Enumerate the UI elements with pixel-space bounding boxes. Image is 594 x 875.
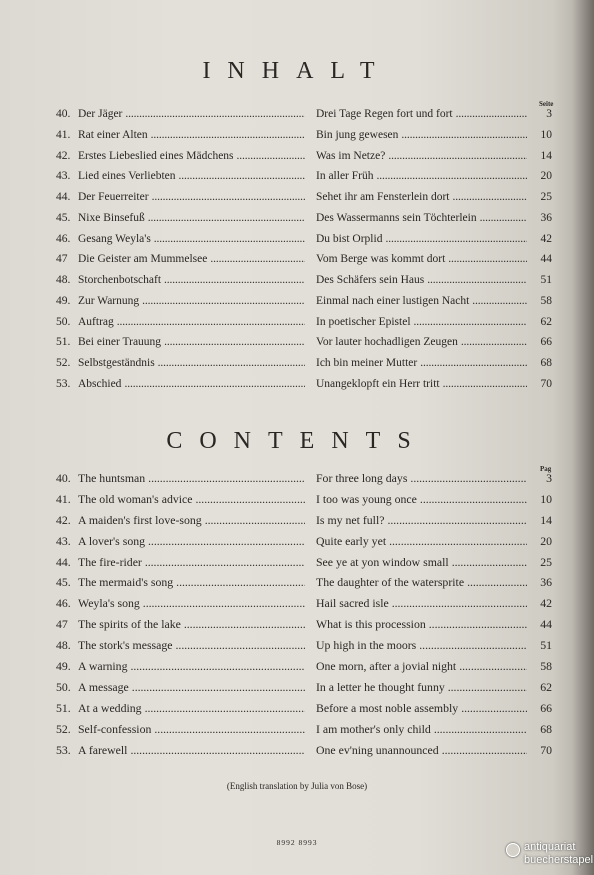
toc-entry xyxy=(56,108,552,129)
entry-first-line: Hail sacred isle xyxy=(316,596,389,611)
entry-title: Nixe Binsefuß xyxy=(78,211,145,224)
toc-entry xyxy=(56,471,552,492)
entry-number: 42. xyxy=(56,512,71,527)
entry-page: 10 xyxy=(540,128,552,141)
toc-entry xyxy=(56,191,552,212)
entry-number: 46. xyxy=(56,232,71,245)
toc-entry xyxy=(56,617,552,638)
entry-page: 51 xyxy=(540,638,552,653)
toc-entry xyxy=(56,295,552,316)
dot-leader xyxy=(130,743,305,758)
dot-leader xyxy=(145,701,305,716)
entry-number: 46. xyxy=(56,596,71,611)
toc-entry xyxy=(56,378,552,399)
toc-entry xyxy=(56,129,552,150)
dot-leader xyxy=(410,471,527,486)
entry-page: 42 xyxy=(540,232,552,245)
dot-leader xyxy=(461,701,527,716)
entry-first-line: One ev'ning unannounced xyxy=(316,742,439,757)
dot-leader xyxy=(210,253,305,265)
plate-numbers: 8992 8993 xyxy=(276,838,318,847)
toc-entry xyxy=(56,722,552,743)
dot-leader xyxy=(429,617,527,632)
toc-entry xyxy=(56,596,552,617)
toc-entry xyxy=(56,513,552,534)
entry-page: 58 xyxy=(540,659,552,674)
entry-title: At a wedding xyxy=(78,700,142,715)
entry-title: Gesang Weyla's xyxy=(78,232,151,245)
dot-leader xyxy=(456,108,527,120)
dot-leader xyxy=(419,638,527,653)
dot-leader xyxy=(158,357,305,369)
entry-number: 52. xyxy=(56,721,71,736)
entry-first-line: Vom Berge was kommt dort xyxy=(316,253,446,266)
entry-first-line: Drei Tage Regen fort und fort xyxy=(316,108,453,120)
entry-title: A farewell xyxy=(78,742,128,757)
dot-leader xyxy=(125,108,305,120)
inhalt-page-label: Seite xyxy=(539,100,554,108)
entry-title: The old woman's advice xyxy=(78,491,193,506)
entry-page: 36 xyxy=(540,211,552,224)
dot-leader xyxy=(148,212,305,224)
dot-leader xyxy=(401,129,527,141)
entry-page: 3 xyxy=(546,471,552,485)
entry-page: 70 xyxy=(540,377,552,390)
dot-leader xyxy=(392,596,527,611)
dot-leader xyxy=(427,274,527,286)
toc-entry xyxy=(56,150,552,171)
entry-page: 20 xyxy=(540,533,552,548)
dot-leader xyxy=(452,555,527,570)
entry-title: Lied eines Verliebten xyxy=(78,170,176,183)
dot-leader xyxy=(176,575,305,590)
watermark xyxy=(506,841,594,871)
toc-entry xyxy=(56,492,552,513)
entry-first-line: Des Schäfers sein Haus xyxy=(316,274,425,286)
entry-number: 48. xyxy=(56,638,71,653)
dot-leader xyxy=(448,253,527,265)
entry-title: Self-confession xyxy=(78,721,152,736)
dot-leader xyxy=(420,492,527,507)
dot-leader xyxy=(164,336,305,348)
entry-number: 47 xyxy=(56,617,68,632)
entry-page: 42 xyxy=(540,596,552,611)
entry-number: 48. xyxy=(56,274,71,286)
entry-title: Erstes Liebeslied eines Mädchens xyxy=(78,149,234,162)
dot-leader xyxy=(154,233,305,245)
entry-first-line: Vor lauter hochadligen Zeugen xyxy=(316,336,458,349)
dot-leader xyxy=(124,378,305,390)
toc-entry xyxy=(56,274,552,295)
dot-leader xyxy=(480,212,527,224)
toc-entry xyxy=(56,316,552,337)
dot-leader xyxy=(237,150,305,162)
dot-leader xyxy=(472,295,527,307)
entry-page: 62 xyxy=(540,679,552,694)
entry-title: Die Geister am Mummelsee xyxy=(78,253,208,266)
dot-leader xyxy=(414,316,527,328)
entry-number: 40. xyxy=(56,471,71,485)
entry-number: 44. xyxy=(56,191,71,203)
entry-first-line: Unangeklopft ein Herr tritt xyxy=(316,377,440,390)
entry-first-line: Up high in the moors xyxy=(316,638,417,653)
entry-number: 53. xyxy=(56,742,71,757)
dot-leader xyxy=(117,316,305,328)
entry-number: 53. xyxy=(56,377,71,390)
toc-entry xyxy=(56,170,552,191)
entry-page: 68 xyxy=(540,357,552,369)
entry-page: 20 xyxy=(540,170,552,183)
toc-entry xyxy=(56,575,552,596)
entry-page: 44 xyxy=(540,617,552,632)
toc-entry xyxy=(56,253,552,274)
entry-number: 42. xyxy=(56,149,71,162)
entry-page: 68 xyxy=(540,721,552,736)
entry-number: 50. xyxy=(56,679,71,694)
entry-page: 10 xyxy=(540,491,552,506)
entry-first-line: Before a most noble assembly xyxy=(316,700,459,715)
dot-leader xyxy=(443,378,527,390)
entry-number: 40. xyxy=(56,108,71,120)
dot-leader xyxy=(420,357,527,369)
dot-leader xyxy=(176,638,305,653)
entry-number: 43. xyxy=(56,170,71,183)
entry-title: The spirits of the lake xyxy=(78,617,181,632)
entry-title: The stork's message xyxy=(78,638,173,653)
entry-title: A lover's song xyxy=(78,533,146,548)
entry-number: 50. xyxy=(56,315,71,328)
dot-leader xyxy=(142,295,305,307)
dot-leader xyxy=(148,471,305,486)
entry-title: Bei einer Trauung xyxy=(78,336,162,349)
dot-leader xyxy=(179,170,305,182)
entry-number: 47 xyxy=(56,253,68,266)
toc-entry xyxy=(56,743,552,764)
entry-title: A maiden's first love-song xyxy=(78,512,202,527)
dot-leader xyxy=(143,596,305,611)
entry-title: Auftrag xyxy=(78,315,114,328)
dot-leader xyxy=(376,170,527,182)
entry-page: 14 xyxy=(540,512,552,527)
entry-number: 49. xyxy=(56,659,71,674)
toc-entry xyxy=(56,659,552,680)
entry-page: 14 xyxy=(540,149,552,162)
entry-number: 45. xyxy=(56,211,71,224)
dot-leader xyxy=(459,659,527,674)
dot-leader xyxy=(442,743,527,758)
entry-first-line: Was im Netze? xyxy=(316,149,386,162)
entry-number: 51. xyxy=(56,336,71,349)
entry-title: The fire-rider xyxy=(78,554,142,569)
entry-first-line: Sehet ihr am Fensterlein dort xyxy=(316,191,450,203)
entry-page: 66 xyxy=(540,336,552,349)
dot-leader xyxy=(184,617,305,632)
watermark-line-2: buecherstapel xyxy=(524,854,594,866)
entry-number: 43. xyxy=(56,533,71,548)
entry-page: 25 xyxy=(540,191,552,203)
toc-entry xyxy=(56,701,552,722)
inhalt-list xyxy=(56,108,552,399)
dot-leader xyxy=(385,233,527,245)
dot-leader xyxy=(389,534,527,549)
entry-first-line: In aller Früh xyxy=(316,170,374,183)
entry-title: Der Jäger xyxy=(78,108,123,120)
toc-entry xyxy=(56,357,552,378)
entry-page: 70 xyxy=(540,742,552,757)
toc-entry xyxy=(56,336,552,357)
entry-page: 36 xyxy=(540,575,552,590)
entry-page: 25 xyxy=(540,554,552,569)
entry-page: 62 xyxy=(540,315,552,328)
entry-first-line: Du bist Orplid xyxy=(316,232,383,245)
entry-first-line: One morn, after a jovial night xyxy=(316,659,457,674)
entry-title: A warning xyxy=(78,659,128,674)
entry-first-line: I am mother's only child xyxy=(316,721,431,736)
entry-number: 51. xyxy=(56,700,71,715)
entry-first-line: Einmal nach einer lustigen Nacht xyxy=(316,294,470,307)
entry-first-line: The daughter of the watersprite xyxy=(316,575,465,590)
entry-title: Zur Warnung xyxy=(78,294,140,307)
entry-title: Der Feuerreiter xyxy=(78,191,149,203)
entry-first-line: Bin jung gewesen xyxy=(316,128,399,141)
entry-first-line: Quite early yet xyxy=(316,533,387,548)
dot-leader xyxy=(132,680,305,695)
dot-leader xyxy=(467,575,527,590)
entry-title: Storchenbotschaft xyxy=(78,274,162,286)
entry-first-line: What is this procession xyxy=(316,617,426,632)
entry-number: 41. xyxy=(56,128,71,141)
entry-page: 3 xyxy=(546,108,552,120)
inhalt-heading: INHALT xyxy=(202,58,392,84)
dot-leader xyxy=(130,659,305,674)
entry-title: Abschied xyxy=(78,377,122,390)
entry-first-line: For three long days xyxy=(316,471,408,485)
entry-first-line: Des Wassermanns sein Töchterlein xyxy=(316,211,477,224)
toc-entry xyxy=(56,638,552,659)
entry-page: 51 xyxy=(540,274,552,286)
watermark-logo-icon xyxy=(506,843,520,857)
entry-title: A message xyxy=(78,679,129,694)
contents-heading: CONTENTS xyxy=(166,428,428,454)
dot-leader xyxy=(152,191,305,203)
toc-entry xyxy=(56,534,552,555)
dot-leader xyxy=(196,492,306,507)
toc-entry xyxy=(56,233,552,254)
entry-number: 41. xyxy=(56,491,71,506)
dot-leader xyxy=(151,129,305,141)
toc-entry xyxy=(56,212,552,233)
entry-number: 45. xyxy=(56,575,71,590)
dot-leader xyxy=(434,722,527,737)
contents-page-label: Pag xyxy=(540,465,552,473)
entry-first-line: Is my net full? xyxy=(316,512,385,527)
entry-first-line: In a letter he thought funny xyxy=(316,679,445,694)
dot-leader xyxy=(387,513,527,528)
entry-number: 52. xyxy=(56,357,71,369)
dot-leader xyxy=(461,336,527,348)
toc-entry xyxy=(56,680,552,701)
dot-leader xyxy=(164,274,305,286)
entry-title: Weyla's song xyxy=(78,596,140,611)
dot-leader xyxy=(388,150,527,162)
dot-leader xyxy=(148,534,305,549)
entry-title: Rat einer Alten xyxy=(78,128,148,141)
entry-number: 44. xyxy=(56,554,71,569)
contents-list xyxy=(56,471,552,763)
toc-entry xyxy=(56,555,552,576)
dot-leader xyxy=(448,680,527,695)
watermark-line-1: antiquariat xyxy=(524,841,576,853)
entry-first-line: Ich bin meiner Mutter xyxy=(316,357,418,369)
entry-first-line: In poetischer Epistel xyxy=(316,315,411,328)
entry-number: 49. xyxy=(56,294,71,307)
entry-first-line: I too was young once xyxy=(316,491,417,506)
dot-leader xyxy=(453,191,528,203)
entry-first-line: See ye at yon window small xyxy=(316,554,449,569)
entry-page: 66 xyxy=(540,700,552,715)
entry-title: The mermaid's song xyxy=(78,575,174,590)
dot-leader xyxy=(145,555,305,570)
entry-page: 58 xyxy=(540,294,552,307)
entry-page: 44 xyxy=(540,253,552,266)
translation-credit: (English translation by Julia von Bose) xyxy=(226,781,368,791)
entry-title: The huntsman xyxy=(78,471,146,485)
entry-title: Selbstgeständnis xyxy=(78,357,155,369)
dot-leader xyxy=(205,513,305,528)
dot-leader xyxy=(154,722,305,737)
